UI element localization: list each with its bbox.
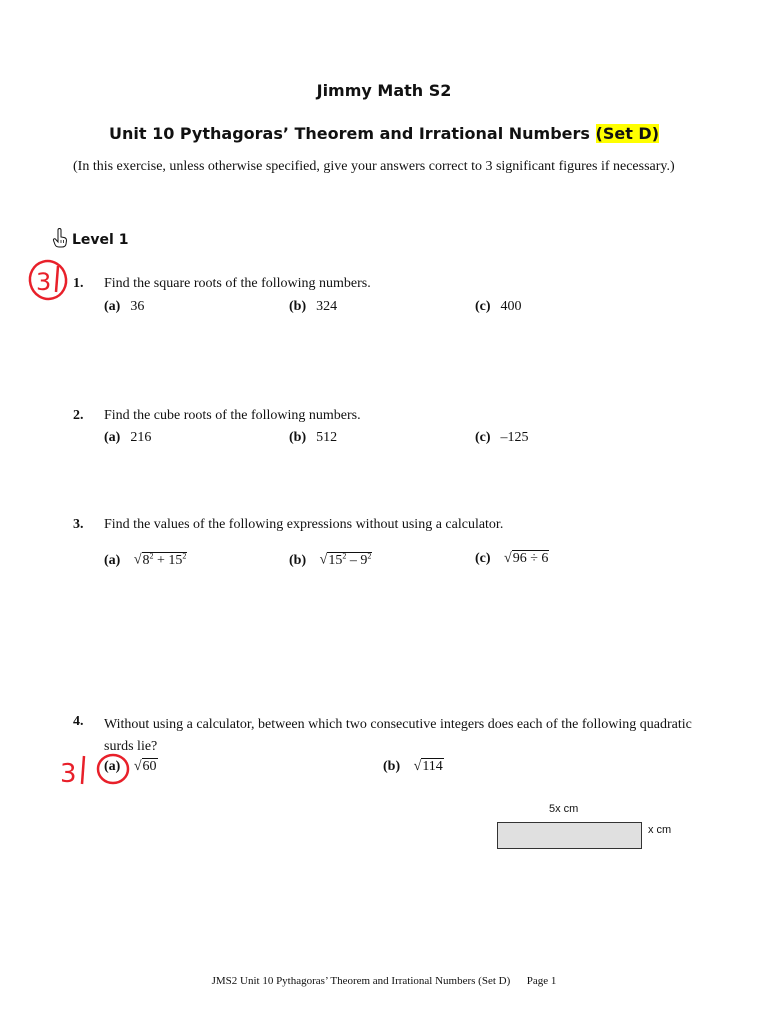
square-root-expression: $√15^2 - 9^2$ [319,551,372,568]
question-text: Find the values of the following expressions without using a calculator. [104,517,504,532]
question-part [475,430,529,446]
question-number: 1. [73,276,84,291]
handwritten-mark-text: 3 [60,759,77,789]
page-label: Page [526,975,549,987]
question-part [104,759,158,775]
unit-title [0,124,768,143]
instructions: (In this exercise, unless otherwise specified, give your answers correct to 3 significant figures if necessary.) [73,159,675,174]
question-number: 2. [73,408,84,423]
part-value: 216 [130,430,152,445]
exponent: 2 [342,551,347,560]
question-text: Find the square roots of the following numbers. [104,276,371,291]
part-label: (a) [104,759,121,774]
question-part [289,551,372,569]
square-root-expression: √114 [413,759,443,774]
square-root-expression: $√8^2 + 15^2$ [133,551,187,568]
exponent: 2 [367,551,372,560]
radicand: 96 ÷ 6 [512,551,549,566]
part-value: 36 [130,299,145,314]
page-title: Jimmy Math S2 [316,81,452,100]
page-footer [0,975,768,987]
diagram-width-label: 5x cm [549,803,579,815]
diagram-height-label: x cm [648,824,672,836]
radicand: 114 [422,759,443,774]
handwritten-mark-text: 3 [36,268,52,296]
term: 8 [142,552,150,568]
part-label: (c) [475,430,491,445]
term: 9 [360,552,368,568]
square-root-expression: √96 ÷ 6 [504,551,549,566]
part-value: 324 [316,299,338,314]
part-label: (a) [104,299,121,314]
footer-text: JMS2 Unit 10 Pythagoras’ Theorem and Irrational Numbers (Set D) [211,975,511,987]
term: 15 [328,552,343,568]
pointing-hand-icon [52,228,68,252]
part-value: 512 [316,430,338,445]
unit-title-text: Unit 10 Pythagoras’ Theorem and Irrational Numbers [108,124,590,143]
rectangle-diagram [497,822,642,849]
part-label: (c) [475,299,491,314]
radicand: 60 [142,759,157,774]
page-number: 1 [550,975,557,987]
handwritten-score-mark [26,256,72,309]
term: 15 [168,552,183,568]
part-label: (b) [289,552,307,568]
part-label: (a) [104,552,121,568]
question-number: 4. [73,714,84,729]
exponent: 2 [182,551,187,560]
question-part [104,299,144,315]
square-root-expression: √60 [133,759,157,774]
question-text: Find the cube roots of the following numbers. [104,408,361,423]
operator: + [157,552,165,568]
question-part [289,299,337,315]
part-label: (b) [289,299,307,314]
question-part [104,551,187,569]
part-label: (c) [475,551,491,566]
question-part [104,430,151,446]
part-label: (b) [289,430,307,445]
question-number: 3. [73,517,84,532]
operator: – [349,552,357,568]
question-part [475,551,549,567]
part-label: (b) [383,759,401,774]
level-heading [52,228,128,252]
question-text: Without using a calculator, between which two consecutive integers does each of the following quadratic surds lie? [104,717,692,754]
question-part [383,759,444,775]
exponent: 2 [149,551,154,560]
part-value: 400 [500,299,522,314]
part-value: –125 [500,430,529,445]
set-label: (Set D) [595,124,659,143]
question-part [475,299,522,315]
question-part [289,430,337,446]
level-label: Level 1 [72,232,129,248]
part-label: (a) [104,430,121,445]
